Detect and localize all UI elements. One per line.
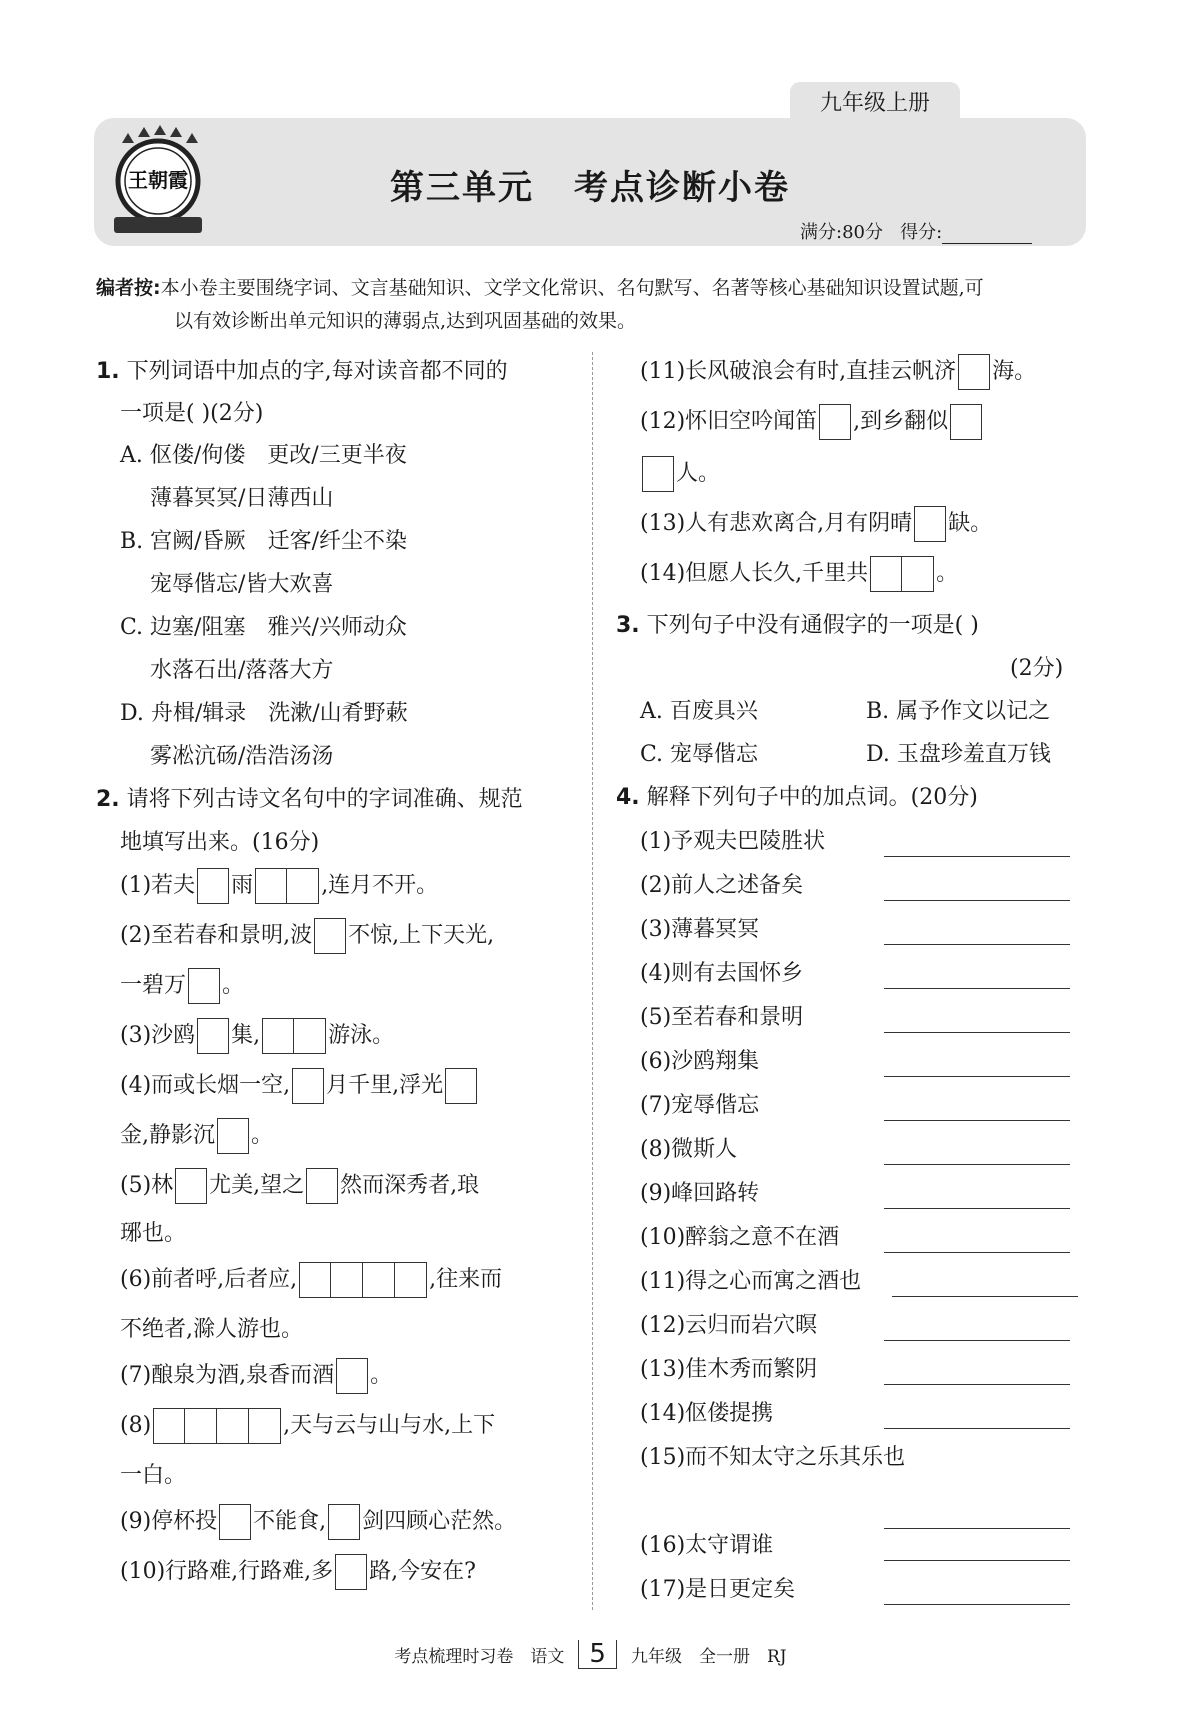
score-line: 满分:80分 得分:: [800, 218, 1032, 244]
q4-item: (7)宠辱偕忘: [640, 1093, 760, 1118]
q4-item: (10)醉翁之意不在酒: [640, 1225, 840, 1250]
q2-item-7: (7)酿泉为酒,泉香而酒 。: [120, 1358, 392, 1394]
q4-item: (11)得之心而寓之酒也: [640, 1269, 862, 1294]
q2-item-8-cont: 一白。: [120, 1463, 187, 1488]
q2-item-13: (13)人有悲欢离合,月有阴晴 缺。: [640, 506, 992, 542]
answer-line[interactable]: [884, 1340, 1070, 1341]
q4-stem: 4. 解释下列句子中的加点词。(20分): [616, 785, 978, 810]
q2-item-12: (12)怀旧空吟闻笛 ,到乡翻似: [640, 404, 984, 440]
q3-points: (2分): [1010, 656, 1064, 681]
q2-item-5-cont: 琊也。: [120, 1221, 187, 1246]
page-number: 5: [578, 1640, 617, 1669]
q1-option-a[interactable]: A. 伛偻/佝偻 更改/三更半夜: [120, 443, 407, 468]
fill-box[interactable]: [902, 556, 934, 592]
fill-box[interactable]: [914, 506, 946, 542]
answer-line[interactable]: [884, 1252, 1070, 1253]
fill-box[interactable]: [331, 1262, 363, 1298]
fill-box[interactable]: [395, 1262, 427, 1298]
editor-note: 编者按:本小卷主要围绕字词、文言基础知识、文学文化常识、名句默写、名著等核心基础知识设置试题,可 以有效诊断出单元知识的薄弱点,达到巩固基础的效果。: [96, 277, 984, 332]
q4-item: (8)微斯人: [640, 1137, 738, 1162]
q4-item: (14)伛偻提携: [640, 1401, 774, 1426]
q2-item-9: (9)停杯投 不能食, 剑四顾心茫然。: [120, 1504, 516, 1540]
q2-item-6: (6)前者呼,后者应, ,往来而: [120, 1262, 502, 1298]
fill-box[interactable]: [219, 1504, 251, 1540]
fill-box[interactable]: [336, 1358, 368, 1394]
q1-option-b[interactable]: B. 宫阙/昏厥 迁客/纤尘不染: [120, 529, 407, 554]
answer-line[interactable]: [884, 1384, 1070, 1385]
q4-item: (12)云归而岩穴暝: [640, 1313, 818, 1338]
q3-option-d[interactable]: D. 玉盘珍羞直万钱: [866, 742, 1051, 767]
fill-box[interactable]: [217, 1408, 249, 1444]
answer-line[interactable]: [884, 856, 1070, 857]
answer-line[interactable]: [884, 1208, 1070, 1209]
q4-item: (4)则有去国怀乡: [640, 961, 804, 986]
fill-box[interactable]: [335, 1554, 367, 1590]
q3-option-c[interactable]: C. 宠辱偕忘: [640, 742, 759, 767]
q2-item-11: (11)长风破浪会有时,直挂云帆济 海。: [640, 354, 1036, 390]
fill-box[interactable]: [249, 1408, 281, 1444]
fill-box[interactable]: [299, 1262, 331, 1298]
q2-item-2-cont: 一碧万 。: [120, 968, 244, 1004]
q4-item: (16)太守谓谁: [640, 1533, 774, 1558]
fill-box[interactable]: [314, 918, 346, 954]
svg-text:王朝霞: 王朝霞: [128, 168, 188, 192]
q4-item: (6)沙鸥翔集: [640, 1049, 760, 1074]
answer-line[interactable]: [884, 1032, 1070, 1033]
fill-box[interactable]: [153, 1408, 185, 1444]
q2-item-4-cont: 金,静影沉 。: [120, 1118, 273, 1154]
q2-item-10: (10)行路难,行路难,多 路,今安在?: [120, 1554, 476, 1590]
q3-stem: 3. 下列句子中没有通假字的一项是( ): [616, 613, 979, 638]
answer-line[interactable]: [884, 944, 1070, 945]
fill-box[interactable]: [294, 1018, 326, 1054]
score-blank[interactable]: [942, 227, 1032, 244]
answer-line[interactable]: [884, 1428, 1070, 1429]
answer-line[interactable]: [884, 1164, 1070, 1165]
fill-box[interactable]: [445, 1068, 477, 1104]
fill-box[interactable]: [188, 968, 220, 1004]
q4-item: (17)是日更定矣: [640, 1577, 796, 1602]
q4-item: (15)而不知太守之乐其乐也: [640, 1445, 906, 1470]
fill-box[interactable]: [819, 404, 851, 440]
answer-line[interactable]: [884, 1560, 1070, 1561]
q2-item-3: (3)沙鸥 集, 游泳。: [120, 1018, 394, 1054]
page-title: 第三单元 考点诊断小卷: [390, 168, 790, 208]
q2-item-8: (8) ,天与云与山与水,上下: [120, 1408, 495, 1444]
q4-item: (3)薄暮冥冥: [640, 917, 760, 942]
fill-box[interactable]: [255, 868, 287, 904]
q3-option-b[interactable]: B. 属予作文以记之: [866, 699, 1051, 724]
answer-line[interactable]: [884, 1076, 1070, 1077]
q4-item: (13)佳木秀而繁阴: [640, 1357, 818, 1382]
q4-item: (1)予观夫巴陵胜状: [640, 829, 826, 854]
q1-option-b-2: 宠辱偕忘/皆大欢喜: [150, 572, 334, 597]
fill-box[interactable]: [287, 868, 319, 904]
fill-box[interactable]: [950, 404, 982, 440]
q1-stem: 1. 下列词语中加点的字,每对读音都不同的: [96, 359, 508, 384]
q3-option-a[interactable]: A. 百废具兴: [640, 699, 758, 724]
fill-box[interactable]: [197, 1018, 229, 1054]
q4-item: (5)至若春和景明: [640, 1005, 804, 1030]
q4-item: (2)前人之述备矣: [640, 873, 804, 898]
fill-box[interactable]: [306, 1168, 338, 1204]
q2-item-2: (2)至若春和景明,波 不惊,上下天光,: [120, 918, 494, 954]
column-divider: [592, 352, 593, 1610]
fill-box[interactable]: [185, 1408, 217, 1444]
q2-item-14: (14)但愿人长久,千里共 。: [640, 556, 958, 592]
q1-option-d-2: 雾凇沆砀/浩浩汤汤: [150, 744, 334, 769]
fill-box[interactable]: [197, 868, 229, 904]
fill-box[interactable]: [328, 1504, 360, 1540]
answer-line[interactable]: [884, 988, 1070, 989]
q2-item-1: (1)若夫 雨 ,连月不开。: [120, 868, 438, 904]
q1-option-a-2: 薄暮冥冥/日薄西山: [150, 486, 334, 511]
q2-stem-2: 地填写出来。(16分): [120, 830, 320, 855]
answer-line[interactable]: [884, 1604, 1070, 1605]
q1-option-d[interactable]: D. 舟楫/辑录 洗漱/山肴野蔌: [120, 701, 408, 726]
fill-box[interactable]: [262, 1018, 294, 1054]
answer-line[interactable]: [884, 900, 1070, 901]
fill-box[interactable]: [175, 1168, 207, 1204]
fill-box[interactable]: [642, 456, 674, 492]
fill-box[interactable]: [292, 1068, 324, 1104]
q2-item-12-cont: 人。: [640, 456, 720, 492]
q1-option-c-2: 水落石出/落落大方: [150, 658, 334, 683]
grade-tab: 九年级上册: [790, 82, 960, 126]
q2-stem: 2. 请将下列古诗文名句中的字词准确、规范: [96, 787, 523, 812]
fill-box[interactable]: [958, 354, 990, 390]
answer-line[interactable]: [884, 1528, 1070, 1529]
answer-line[interactable]: [884, 1120, 1070, 1121]
page-footer: 考点梳理时习卷 语文 5 九年级 全一册 RJ: [394, 1639, 787, 1669]
q2-item-4: (4)而或长烟一空, 月千里,浮光: [120, 1068, 479, 1104]
q1-option-c[interactable]: C. 边塞/阻塞 雅兴/兴师动众: [120, 615, 407, 640]
answer-line[interactable]: [892, 1296, 1078, 1297]
fill-box[interactable]: [870, 556, 902, 592]
q1-stem-2: 一项是( )(2分): [120, 401, 264, 426]
q2-item-5: (5)林 尤美,望之 然而深秀者,琅: [120, 1168, 479, 1204]
q2-item-6-cont: 不绝者,滁人游也。: [120, 1317, 303, 1342]
q4-item: (9)峰回路转: [640, 1181, 760, 1206]
fill-box[interactable]: [363, 1262, 395, 1298]
fill-box[interactable]: [217, 1118, 249, 1154]
